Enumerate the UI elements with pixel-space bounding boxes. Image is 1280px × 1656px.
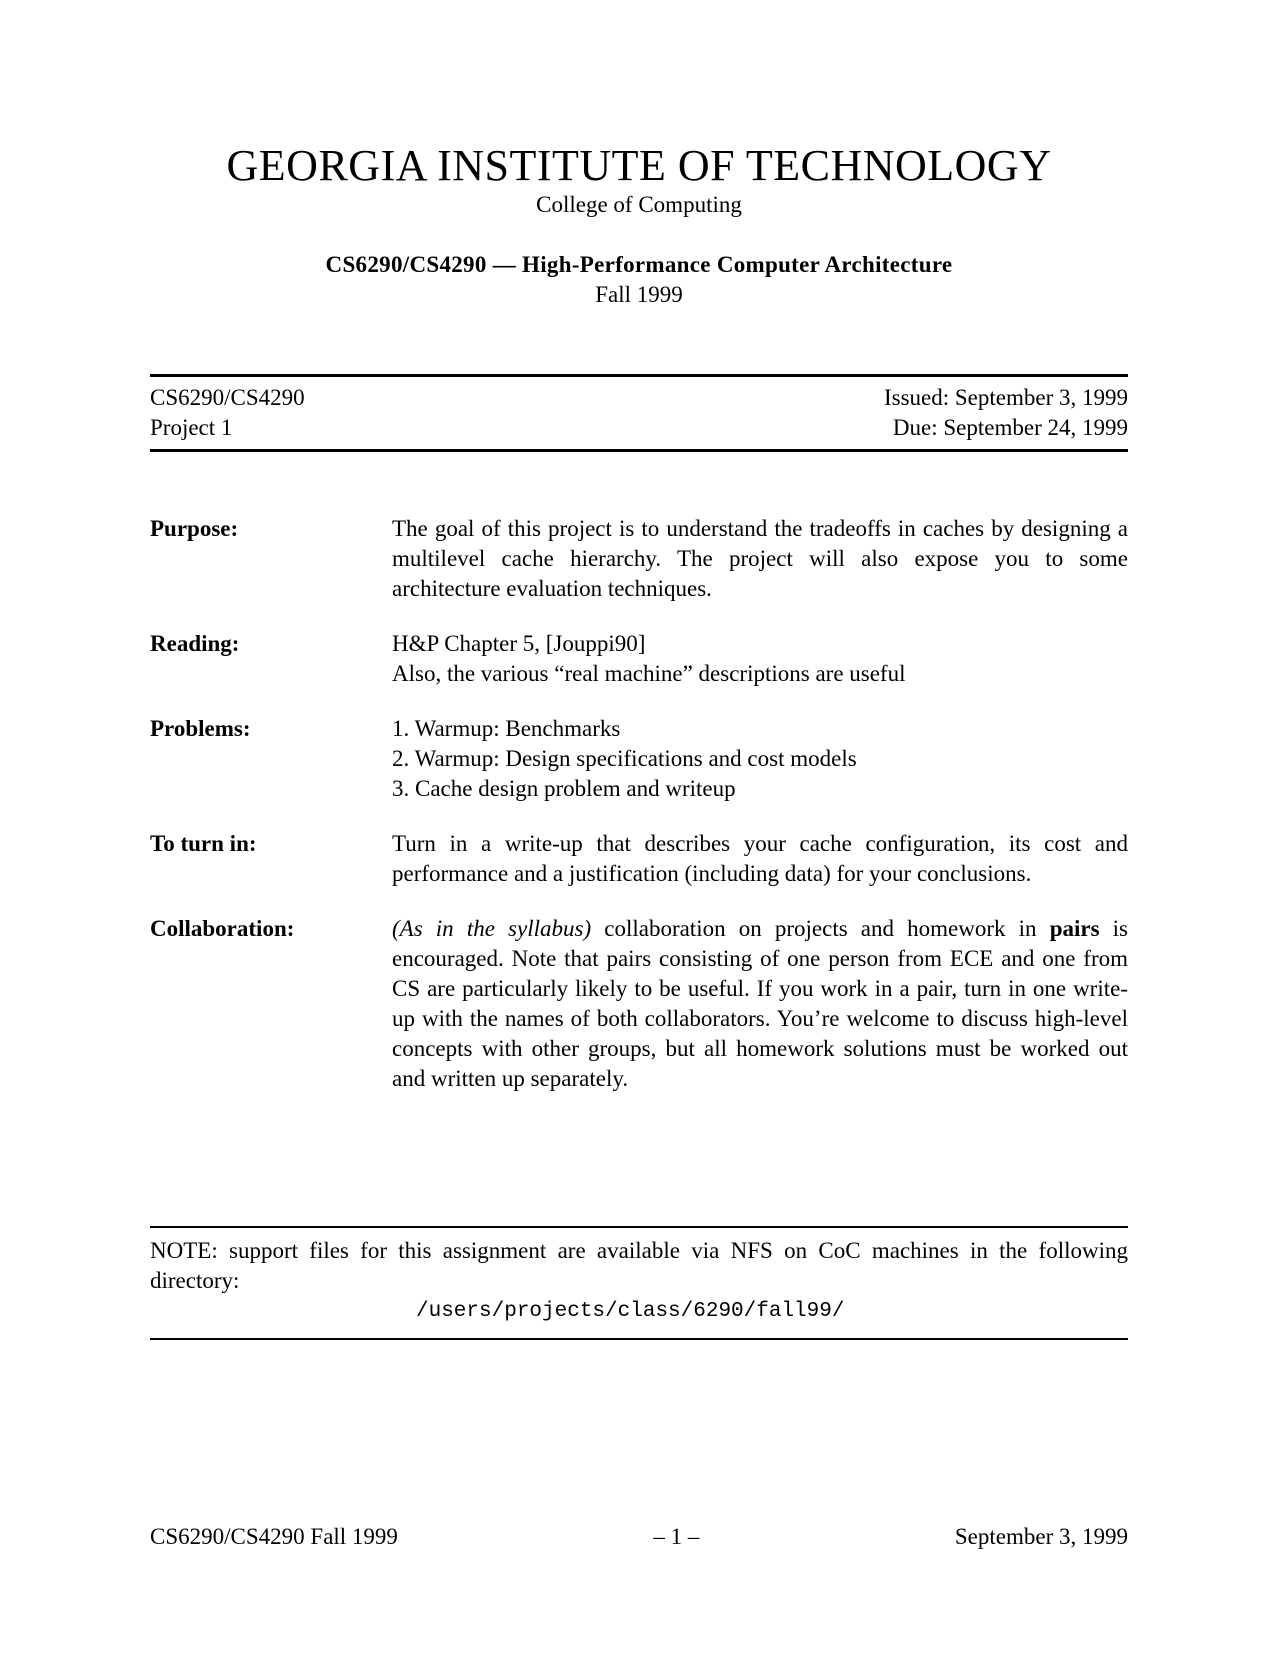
course-term: Fall 1999	[595, 282, 683, 307]
collaboration-syllabus-ref: (As in the syllabus)	[392, 916, 592, 941]
problem-item: 1. Warmup: Benchmarks	[392, 716, 621, 741]
collaboration-section	[150, 914, 1128, 1094]
support-files-note	[150, 1226, 1128, 1340]
institution-title: GEORGIA INSTITUTE OF TECHNOLOGY	[226, 141, 1052, 190]
turn-in-label: To turn in:	[150, 831, 257, 856]
collaboration-text	[392, 914, 1128, 1094]
reading-line-2: Also, the various “real machine” descriptions are useful	[392, 661, 906, 686]
reading-label: Reading:	[150, 631, 240, 656]
assignment-sections	[150, 514, 1128, 1119]
problem-item: 2. Warmup: Design specifications and cost models	[392, 746, 857, 771]
problems-list	[392, 714, 1128, 804]
course-code: CS6290/CS4290	[150, 385, 305, 410]
info-left	[150, 383, 305, 443]
reading-line-1: H&P Chapter 5, [Jouppi90]	[392, 631, 646, 656]
page-footer	[150, 1522, 1128, 1552]
note-text: NOTE: support files for this assignment are available via NFS on CoC machines in the following directory:	[150, 1238, 1128, 1293]
collaboration-pairs-emphasis: pairs	[1049, 916, 1100, 941]
turn-in-section	[150, 829, 1128, 889]
info-right	[884, 383, 1128, 443]
turn-in-text: Turn in a write-up that describes your cache configuration, its cost and performance and a justification (including data) for your conclusions.	[392, 831, 1128, 886]
college-name: College of Computing	[536, 192, 742, 217]
footer-course: CS6290/CS4290 Fall 1999	[150, 1524, 398, 1549]
assignment-info-box	[150, 374, 1128, 452]
project-number: Project 1	[150, 415, 233, 440]
reading-section	[150, 629, 1128, 689]
document-header	[150, 142, 1128, 310]
problems-section	[150, 714, 1128, 804]
page-number: – 1 –	[653, 1524, 700, 1549]
reading-content	[392, 629, 1128, 689]
purpose-text: The goal of this project is to understand the tradeoffs in caches by designing a multilevel cache hierarchy. The project will also expose you to some architecture evaluation techniques.	[392, 516, 1128, 601]
problems-label: Problems:	[150, 716, 251, 741]
problem-item: 3. Cache design problem and writeup	[392, 776, 736, 801]
purpose-label: Purpose:	[150, 516, 239, 541]
issued-date: Issued: September 3, 1999	[883, 385, 1128, 410]
collaboration-text-part-1: collaboration on projects and homework in	[591, 916, 1050, 941]
due-date: Due: September 24, 1999	[892, 415, 1128, 440]
collaboration-text-part-2: is encouraged. Note that pairs consisting of one person from ECE and one from CS are particularly likely to be useful. If you work in a pair, turn in one write-up with the names of both collaborators. You’re welcome to discuss high-level concepts with other groups, but all homework solutions must be worked out and written up separately.	[392, 916, 1129, 1091]
course-title: CS6290/CS4290 — High-Performance Computer Architecture	[325, 252, 953, 277]
collaboration-label: Collaboration:	[150, 916, 295, 941]
purpose-section	[150, 514, 1128, 604]
footer-date: September 3, 1999	[954, 1524, 1128, 1549]
support-directory-path: /users/projects/class/6290/fall99/	[416, 1300, 845, 1323]
